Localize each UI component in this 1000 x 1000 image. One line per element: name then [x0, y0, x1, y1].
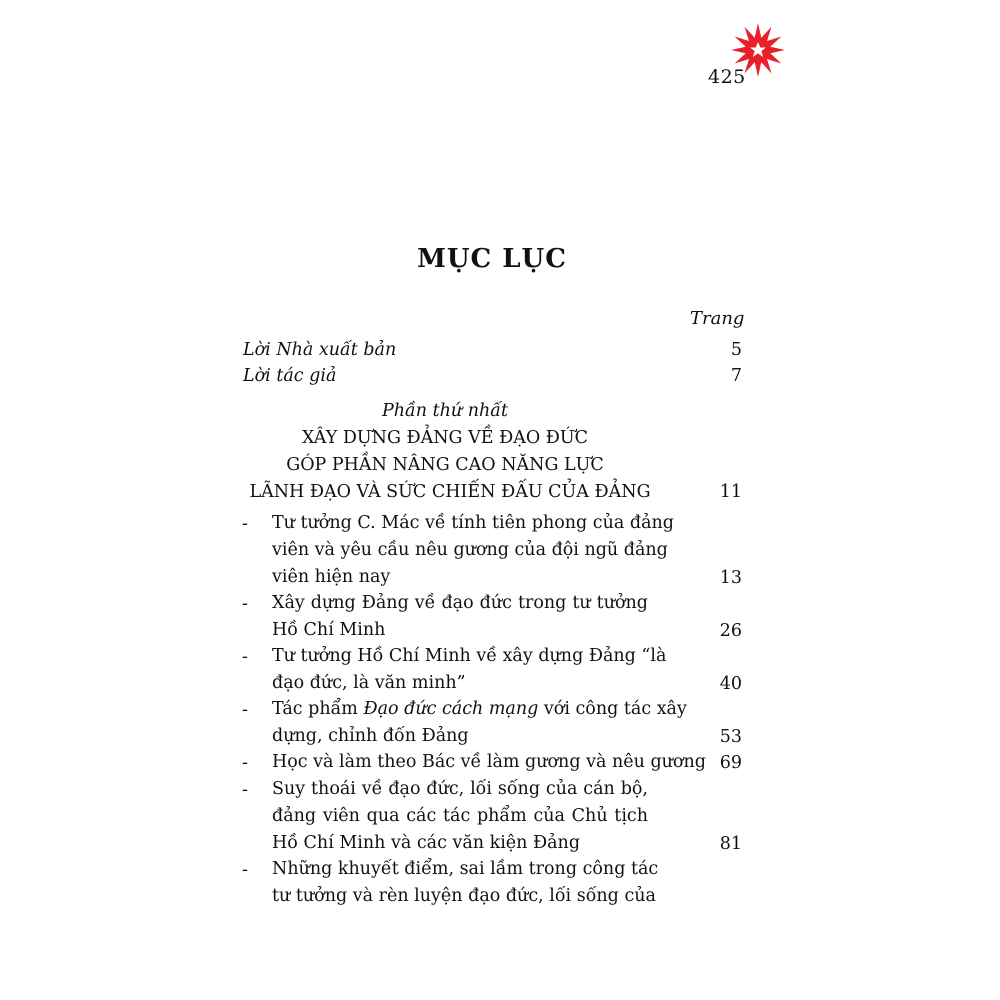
entry-line: Suy thoái về đạo đức, lối sống của cán bộ, — [272, 779, 648, 799]
entry-line: Hồ Chí Minh và các văn kiện Đảng — [272, 833, 581, 853]
entry-line: viên và yêu cầu nêu gương của đội ngũ đảng — [272, 540, 668, 560]
entry-line: Tư tưởng C. Mác về tính tiên phong của đảng — [272, 513, 674, 533]
entry-dash: - — [242, 753, 248, 773]
entry-line: Tư tưởng Hồ Chí Minh về xây dựng Đảng “là — [272, 646, 667, 666]
toc-entry-publisher-note: Lời Nhà xuất bản — [243, 340, 397, 360]
toc-page-publisher-note: 5 — [730, 340, 742, 360]
entry-line: tư tưởng và rèn luyện đạo đức, lối sống của — [272, 886, 656, 906]
entry-dash: - — [242, 594, 248, 614]
toc-entry — [272, 696, 687, 750]
entry-line: viên hiện nay — [272, 567, 391, 587]
entry-line — [272, 696, 687, 723]
entry-text: với công tác xây — [538, 699, 687, 719]
page-number: 425 — [708, 66, 746, 88]
toc-entry — [272, 856, 659, 910]
toc-page-part-one: 11 — [719, 482, 742, 502]
toc-entry — [272, 749, 706, 776]
entry-dash: - — [242, 780, 248, 800]
toc-entry — [272, 776, 648, 857]
part-title-line: LÃNH ĐẠO VÀ SỨC CHIẾN ĐẤU CỦA ĐẢNG — [249, 482, 651, 502]
entry-line: đạo đức, là văn minh” — [272, 673, 466, 693]
toc-entry — [272, 510, 674, 591]
page-column-label: Trang — [690, 308, 745, 329]
entry-line: Học và làm theo Bác về làm gương và nêu gương — [272, 752, 706, 772]
entry-line: đảng viên qua các tác phẩm của Chủ tịch — [272, 806, 648, 826]
toc-page: 53 — [719, 727, 742, 747]
entry-text: Tác phẩm — [272, 699, 364, 719]
entry-line: Hồ Chí Minh — [272, 620, 386, 640]
entry-dash: - — [242, 514, 248, 534]
toc-page: 40 — [719, 674, 742, 694]
work-title: Đạo đức cách mạng — [363, 699, 539, 719]
toc-page-author-note: 7 — [730, 366, 742, 386]
entry-line: Những khuyết điểm, sai lầm trong công tác — [272, 859, 659, 879]
toc-page: 26 — [719, 621, 742, 641]
part-title-line: XÂY DỰNG ĐẢNG VỀ ĐẠO ĐỨC — [301, 428, 589, 448]
entry-dash: - — [242, 700, 248, 720]
toc-entry — [272, 643, 667, 697]
toc-page: 13 — [719, 568, 742, 588]
toc-page: 81 — [719, 834, 742, 854]
part-title-line: GÓP PHẦN NÂNG CAO NĂNG LỰC — [286, 455, 604, 475]
toc-page: 69 — [719, 753, 742, 773]
toc-title: MỤC LỤC — [417, 244, 567, 274]
part-label: Phần thứ nhất — [381, 401, 509, 421]
entry-line: dựng, chỉnh đốn Đảng — [272, 726, 469, 746]
toc-entry — [272, 590, 648, 644]
toc-entry-author-note: Lời tác giả — [243, 366, 337, 386]
entry-dash: - — [242, 647, 248, 667]
entry-line: Xây dựng Đảng về đạo đức trong tư tưởng — [272, 593, 648, 613]
entry-dash: - — [242, 860, 248, 880]
